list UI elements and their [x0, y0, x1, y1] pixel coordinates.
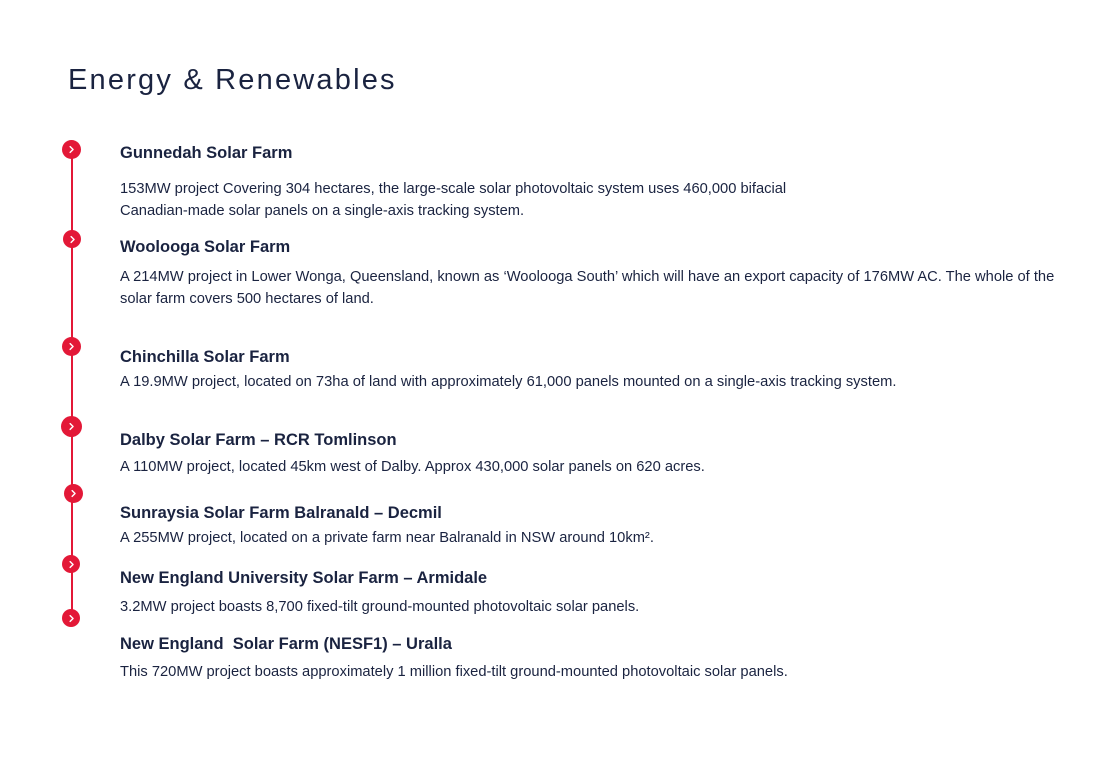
project-title: Dalby Solar Farm – RCR Tomlinson [120, 431, 397, 449]
project-title: Chinchilla Solar Farm [120, 348, 290, 366]
project-title: Sunraysia Solar Farm Balranald – Decmil [120, 504, 442, 522]
project-title: Gunnedah Solar Farm [120, 144, 293, 162]
chevron-right-icon [62, 337, 81, 356]
project-description: 3.2MW project boasts 8,700 fixed-tilt ground-mounted photovoltaic solar panels. [120, 599, 640, 615]
project-description: This 720MW project boasts approximately 1 million fixed-tilt ground-mounted photovoltaic solar panels. [120, 664, 788, 680]
chevron-right-icon [63, 230, 81, 248]
chevron-right-icon [64, 484, 83, 503]
project-description: A 255MW project, located on a private farm near Balranald in NSW around 10km². [120, 530, 654, 546]
project-title: New England University Solar Farm – Armidale [120, 569, 488, 587]
chevron-right-icon [61, 416, 82, 437]
chevron-right-icon [62, 609, 80, 627]
project-description: A 19.9MW project, located on 73ha of land with approximately 61,000 panels mounted on a single-axis tracking system. [120, 374, 897, 390]
timeline-line [71, 150, 73, 620]
chevron-right-icon [62, 140, 81, 159]
project-description: A 110MW project, located 45km west of Dalby. Approx 430,000 solar panels on 620 acres. [120, 459, 705, 475]
project-description: 153MW project Covering 304 hectares, the large-scale solar photovoltaic system uses 460,000 bifacial Canadian-made solar panels on a single-axis tracking system. [120, 181, 787, 219]
project-title: New England Solar Farm (NESF1) – Uralla [120, 635, 452, 653]
project-title: Woolooga Solar Farm [120, 238, 291, 256]
project-description: A 214MW project in Lower Wonga, Queensland, known as ‘Woolooga South’ which will have an export capacity of 176MW AC. The whole of the solar farm covers 500 hectares of land. [120, 269, 1055, 307]
page-title: Energy & Renewables [68, 64, 397, 96]
chevron-right-icon [62, 555, 80, 573]
